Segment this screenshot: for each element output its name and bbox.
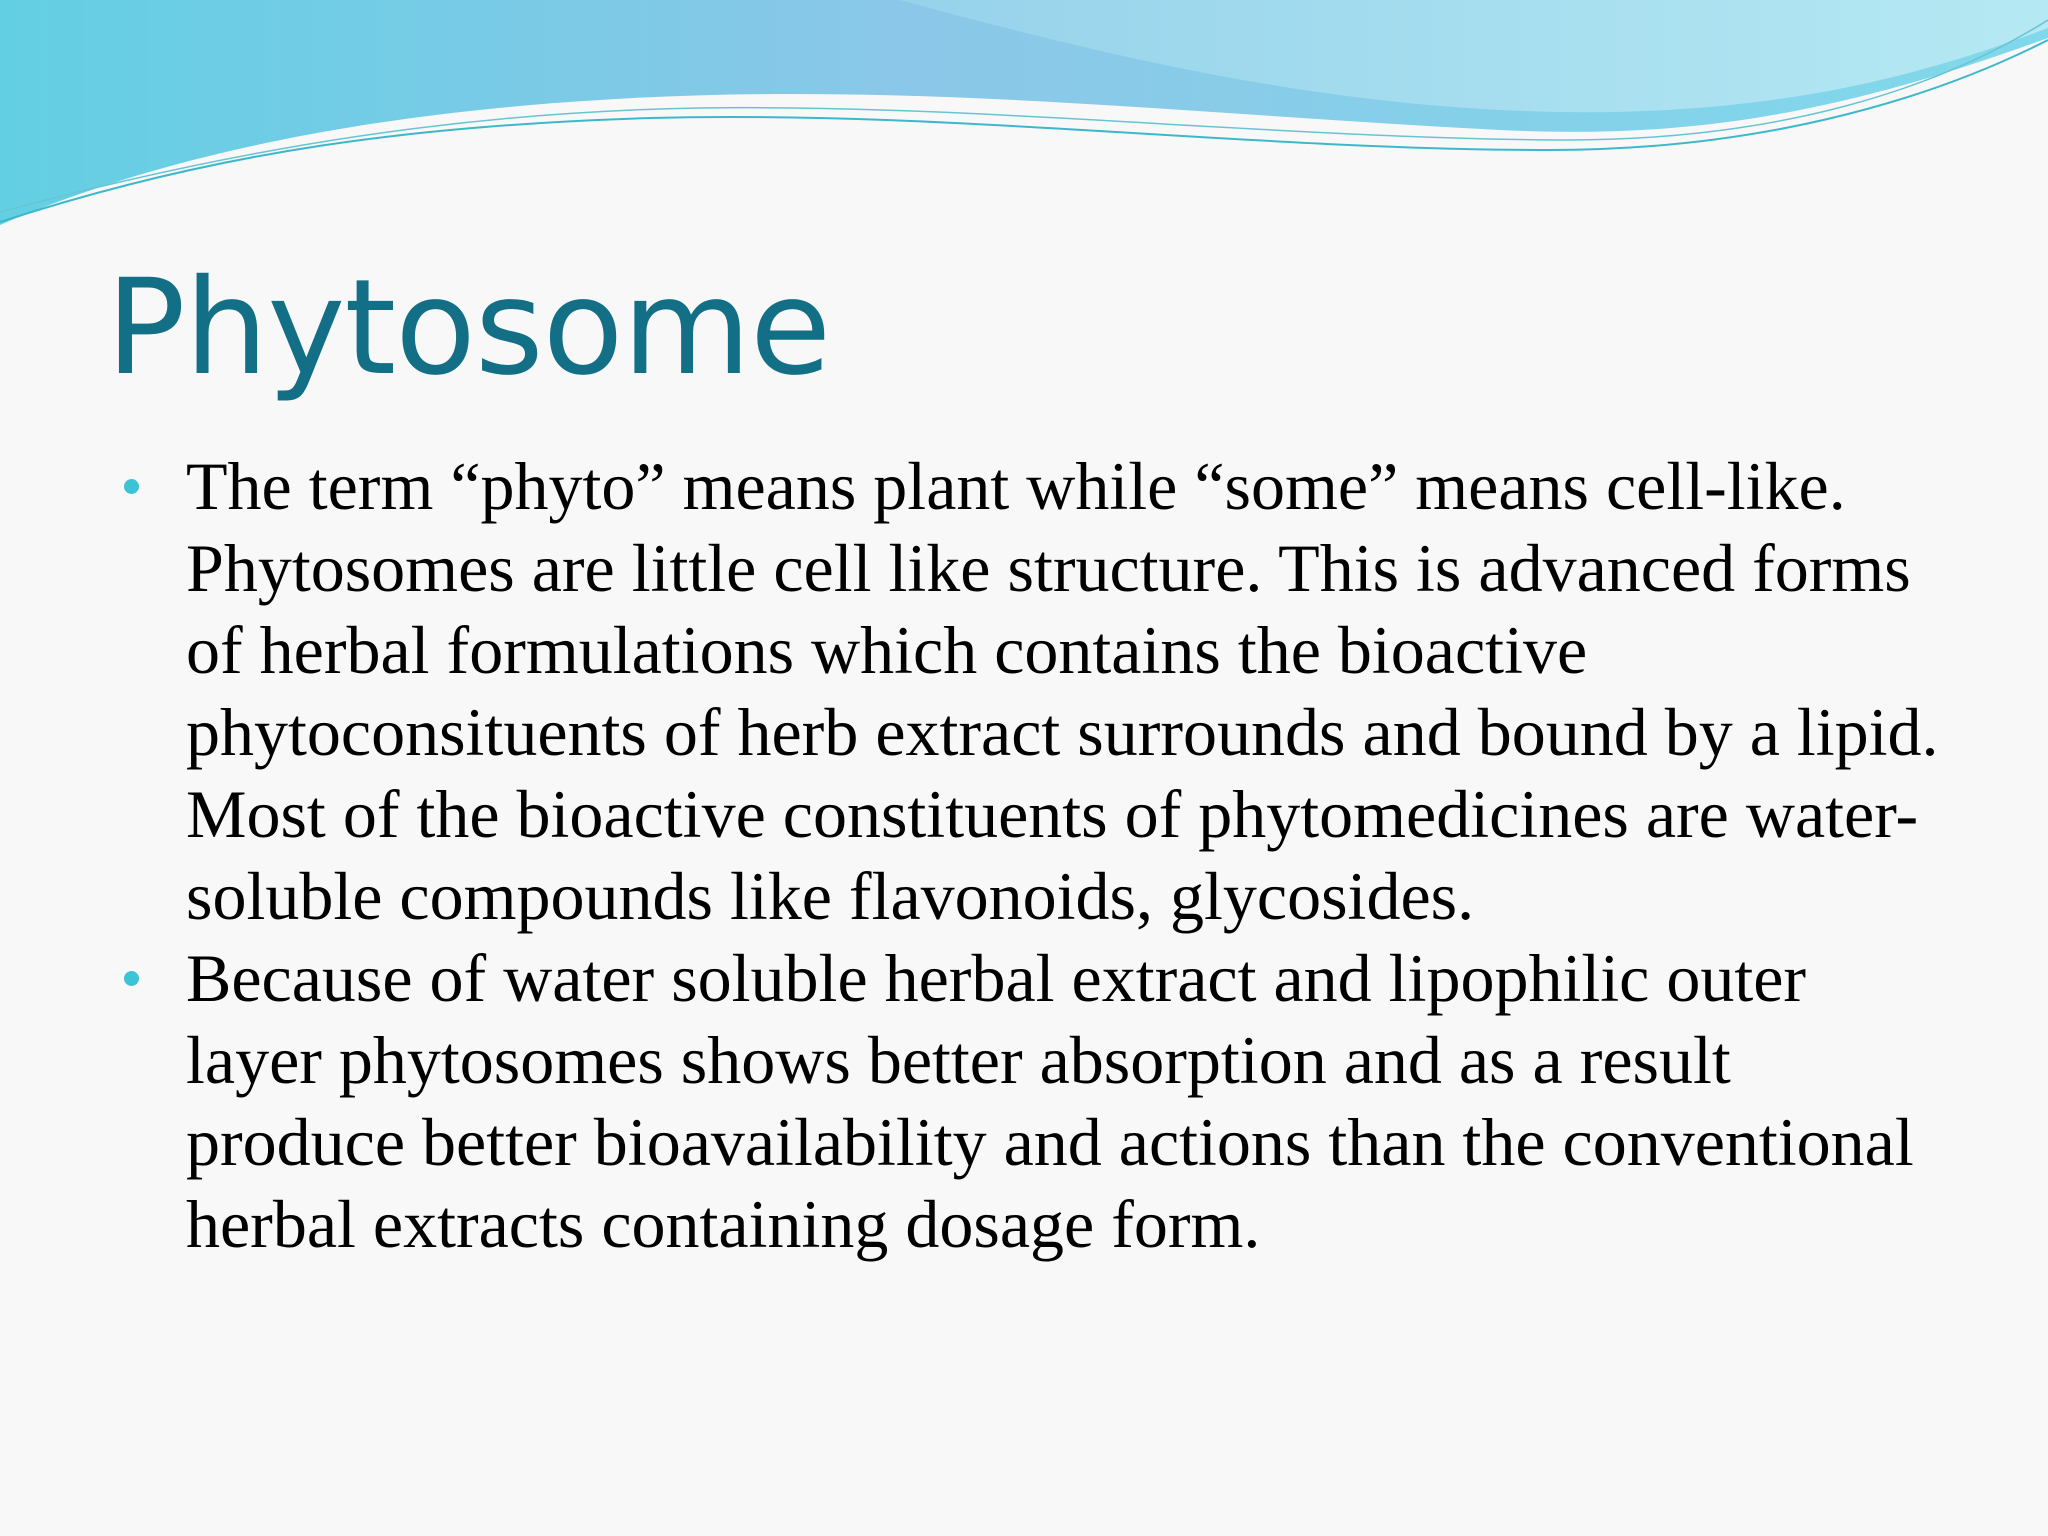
- bullet-icon: [124, 971, 139, 986]
- header-wave-decoration: [0, 0, 2048, 240]
- bullet-list: [120, 445, 1950, 1265]
- slide-title: Phytosome: [106, 251, 831, 405]
- bullet-item: [120, 445, 1950, 937]
- bullet-text: The term “phyto” means plant while “some” means cell-like. Phytosomes are little cell like structure. This is advanced forms of herbal formulations which contains the bioactive phytoconsituents of herb extract surrounds and bound by a lipid. Most of the bioactive constituents of phytomedicines are water-soluble compounds like flavonoids, glycosides.: [186, 448, 1939, 934]
- bullet-item: [120, 937, 1950, 1265]
- bullet-text: Because of water soluble herbal extract and lipophilic outer layer phytosomes shows better absorption and as a result produce better bioavailability and actions than the conventional herbal extracts containing dosage form.: [186, 940, 1914, 1262]
- bullet-icon: [124, 479, 139, 494]
